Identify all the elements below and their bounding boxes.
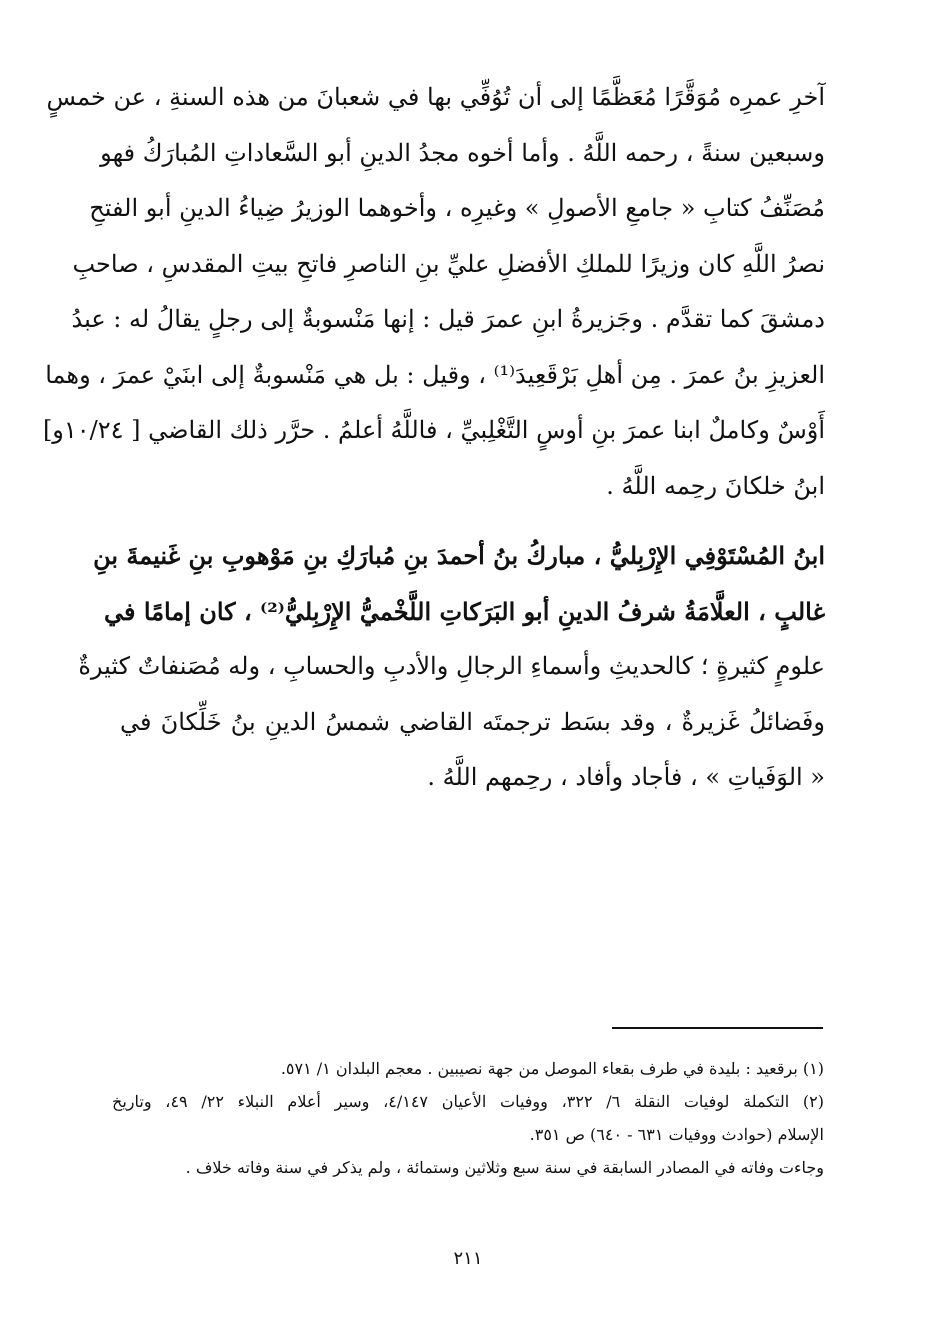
footnotes <box>112 1052 824 1184</box>
text-line: ابنُ خلكانَ رحِمه اللَّهُ . <box>606 471 825 500</box>
footnote-line: الإسلام (حوادث ووفيات ٦٣١ - ٦٤٠) ص ٣٥١. <box>529 1125 824 1144</box>
text-line: وفَضائلُ غَزيرةٌ ، وقد بسَط ترجمتَه القاضي شمسُ الدينِ بنُ خَلِّكانَ في <box>120 707 825 736</box>
text-line: العزيزِ بنُ عمرَ . مِن أهلِ بَرْقَعِيدَ⁽¹⁾ ، وقيل : بل هي مَنْسوبةٌ إلى ابنَيْ عمرَ ، وهما <box>45 360 825 389</box>
footnote-separator <box>612 1027 823 1029</box>
entry-heading-line: غالبٍ ، العلَّامَةُ شرفُ الدينِ أبو البَرَكاتِ اللَّخْميُّ الإِرْبِليُّ⁽²⁾ ، كان إمامًا في <box>104 596 825 626</box>
text-line: أَوْسٌ وكاملٌ ابنا عمرَ بنِ أوسٍ التَّغْلِبيِّ ، فاللَّهُ أعلمُ . حرَّر ذلك القاضي [ ١٠/٢٤و] <box>42 416 825 444</box>
paragraph-biography-continuation <box>42 70 825 514</box>
text-line: دمشقَ كما تقدَّم . وجَزيرةُ ابنِ عمرَ قيل : إنها مَنْسوبةٌ إلى رجلٍ يقالُ له : عبدُ <box>71 305 825 333</box>
text-line: وسبعين سنةً ، رحمه اللَّهُ . وأما أخوه مجدُ الدينِ أبو السَّعاداتِ المُبارَكُ فهو <box>100 138 825 167</box>
footnote-line: وجاءت وفاته في المصادر السابقة في سنة سبع وثلاثين وستمائة ، ولم يذكر في سنة وفاته خلاف . <box>185 1158 824 1177</box>
text-line: « الوَفَياتِ » ، فأجاد وأفاد ، رحِمهم اللَّهُ . <box>427 763 825 791</box>
footnote-line: (٢) التكملة لوفيات النقلة ٦/ ٣٢٢، ووفيات الأعيان ٤/١٤٧، وسير أعلام النبلاء ٢٢/ ٤٩، وتاريخ <box>112 1092 824 1111</box>
text-line: مُصَنِّفُ كتابِ « جامعِ الأصولِ » وغيرِه ، وأخوهما الوزيرُ ضِياءُ الدينِ أبو الفتحِ <box>89 194 825 222</box>
text-line: نصرُ اللَّهِ كان وزيرًا للملكِ الأفضلِ عليِّ بنِ الناصرِ فاتحِ بيتِ المقدسِ ، صاحبِ <box>72 249 825 278</box>
paragraph-ibn-al-mustawfi <box>78 528 825 806</box>
entry-heading-line: ابنُ المُسْتَوْفِي الإِرْبِليُّ ، مباركُ بنُ أحمدَ بنِ مُبارَكِ بنِ مَوْهوبِ بنِ غَنيمةَ بنِ <box>93 541 825 570</box>
main-text <box>42 70 825 806</box>
text-line: علومٍ كثيرةٍ ؛ كالحديثِ وأسماءِ الرجالِ والأدبِ والحسابِ ، وله مُصَنفاتٌ كثيرةٌ <box>78 652 825 680</box>
paragraph-gap <box>120 514 825 528</box>
text-line: آخرِ عمرِه مُوَقَّرًا مُعَظَّمًا إلى أن تُوُفِّي بها في شعبانَ من هذه السنةِ ، عن خمسٍ <box>46 83 825 111</box>
footnote-line: (١) برقعيد : بليدة في طرف بقعاء الموصل من جهة نصيبين . معجم البلدان ١/ ٥٧١. <box>280 1059 824 1078</box>
page-number: ٢١١ <box>453 1248 483 1269</box>
